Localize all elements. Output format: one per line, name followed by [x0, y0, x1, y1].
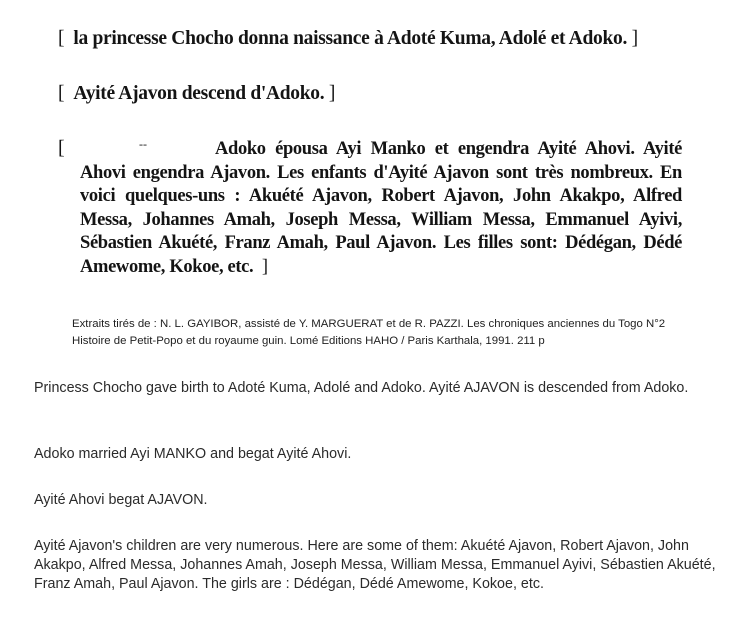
quote-line-1 — [58, 28, 638, 50]
close-bracket: ] — [328, 83, 336, 104]
open-bracket: [ — [58, 83, 65, 104]
quote-text-3: Adoko épousa Ayi Manko et engendra Ayité Ahovi. Ayité Ahovi engendra Ajavon. Les enfants d'Ayité Ajavon sont très nombreux. En voici quelques-uns : Akuété Ajavon, Robert Ajavon, John Akakpo, Alfred Messa, Johannes Amah, Joseph Messa, William Messa, Emmanuel Ayivi, Sébastien Akuété, Franz Amah, Paul Ajavon. Les filles sont: Dédégan, Dédé Amewome, Kokoe, etc. — [80, 139, 682, 277]
quote-bracket-3 — [58, 137, 147, 160]
quote-paragraph-3 — [80, 138, 682, 279]
scan-dash-mark: -- — [139, 137, 147, 151]
translation-paragraph-3: Ayité Ahovi begat AJAVON. — [34, 492, 208, 508]
translation-paragraph-1: Princess Chocho gave birth to Adoté Kuma, Adolé and Adoko. Ayité AJAVON is descended from Adoko. — [34, 380, 689, 396]
quote-text-1: la princesse Chocho donna naissance à Adoté Kuma, Adolé et Adoko. — [73, 28, 628, 49]
close-bracket: ] — [261, 256, 268, 277]
close-bracket: ] — [631, 28, 638, 49]
translation-paragraph-2: Adoko married Ayi MANKO and begat Ayité Ahovi. — [34, 446, 352, 462]
translation-paragraph-4: Ayité Ajavon's children are very numerous. Here are some of them: Akuété Ajavon, Robert Ajavon, John Akakpo, Alfred Messa, Johannes Amah, Joseph Messa, William Messa, Emmanuel Ayivi, Sébastien Akuété, Franz Amah, Paul Ajavon. The girls are : Dédégan, Dédé Amewome, Kokoe, etc. — [34, 538, 716, 592]
caption-line-1: Extraits tirés de : N. L. GAYIBOR, assisté de Y. MARGUERAT et de R. PAZZI. Les chroniques anciennes du Togo N°2 — [72, 318, 666, 330]
quote-line-2 — [58, 83, 335, 105]
open-bracket: [ — [58, 28, 65, 49]
caption-line-2: Histoire de Petit-Popo et du royaume guin. Lomé Editions HAHO / Paris Karthala, 1991. 211 p — [72, 335, 545, 347]
open-bracket: [ — [58, 137, 65, 159]
quote-text-2: Ayité Ajavon descend d'Adoko. — [73, 83, 325, 104]
source-caption — [72, 316, 712, 350]
